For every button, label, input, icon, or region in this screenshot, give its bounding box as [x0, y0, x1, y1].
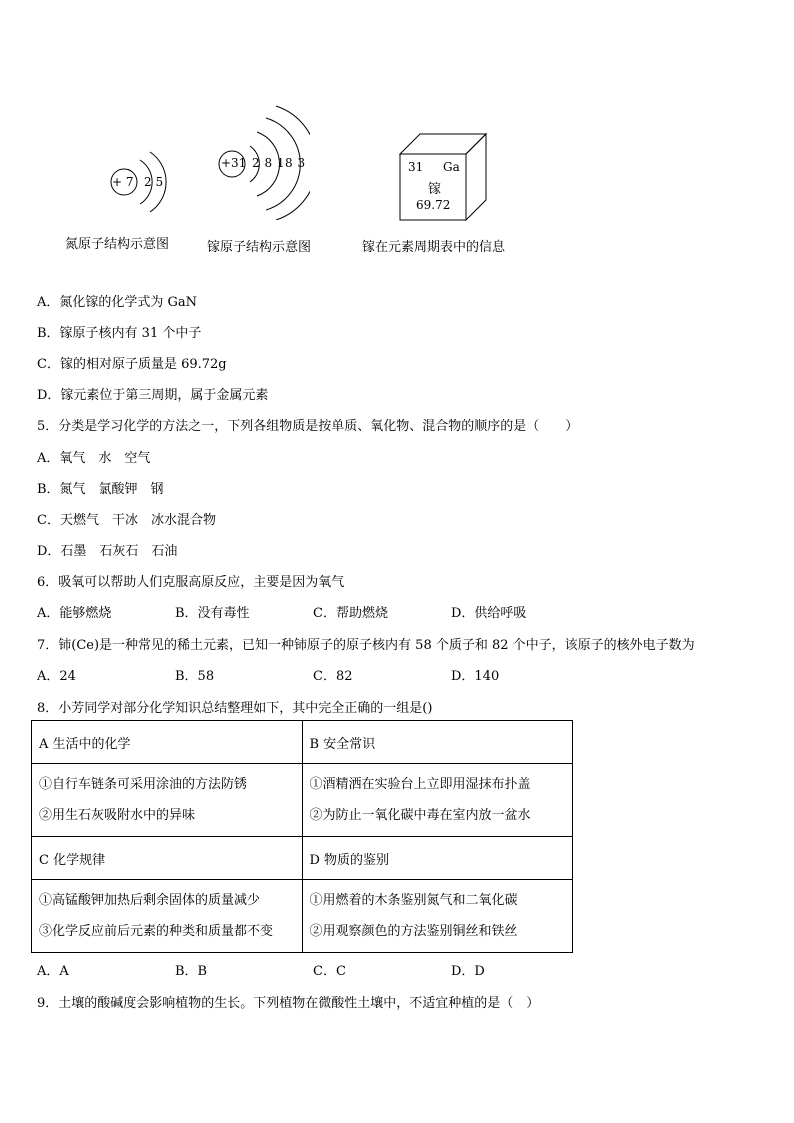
element-symbol: Ga [443, 160, 460, 174]
element-name: 镓 [428, 182, 442, 197]
table-b-item-1: ①酒精洒在实验台上立即用湿抹布扑盖 [309, 777, 531, 792]
q6-option-c: C．帮助燃烧 [313, 606, 388, 621]
q5-option-d: D．石墨 石灰石 石油 [37, 544, 178, 559]
q5-option-b: B．氮气 氯酸钾 钢 [37, 482, 164, 497]
q5-option-a: A．氧气 水 空气 [37, 451, 151, 466]
q8-option-d: D．D [451, 964, 485, 979]
table-d-item-1: ①用燃着的木条鉴别氮气和二氧化碳 [309, 893, 518, 908]
q4-option-d: D．镓元素位于第三周期，属于金属元素 [37, 388, 269, 403]
element-atomic-mass: 69.72 [416, 198, 451, 212]
table-head-a: A 生活中的化学 [32, 721, 303, 764]
nitrogen-nucleus-label: + 7 [112, 175, 134, 189]
q8-stem: 8．小芳同学对部分化学知识总结整理如下，其中完全正确的一组是() [37, 701, 433, 716]
element-card-side [466, 134, 486, 220]
q7-option-c: C．82 [313, 669, 353, 684]
table-head-b: B 安全常识 [302, 721, 573, 764]
table-c-item-1: ①高锰酸钾加热后剩余固体的质量减少 [39, 893, 261, 908]
q8-option-b: B．B [175, 964, 208, 979]
q6-option-a: A．能够燃烧 [37, 606, 112, 621]
gallium-caption: 镓原子结构示意图 [207, 240, 312, 255]
q4-option-c: C．镓的相对原子质量是 69.72g [37, 357, 227, 372]
q4-option-a: A．氮化镓的化学式为 GaN [37, 295, 198, 310]
table-cell-b [302, 764, 573, 837]
q8-summary-table [31, 720, 573, 953]
table-cell-a [32, 764, 303, 837]
q5-option-c: C．天燃气 干冰 冰水混合物 [37, 513, 216, 528]
gallium-nucleus-label: +31 [221, 156, 247, 170]
q6-option-b: B．没有毒性 [175, 606, 250, 621]
q7-option-d: D．140 [451, 669, 500, 684]
q4-option-b: B．镓原子核内有 31 个中子 [37, 326, 202, 341]
q9-stem: 9．土壤的酸碱度会影响植物的生长。下列植物在微酸性土壤中，不适宜种植的是（ ） [37, 996, 540, 1011]
element-card-caption: 镓在元素周期表中的信息 [362, 240, 506, 255]
nitrogen-caption: 氮原子结构示意图 [65, 237, 170, 252]
q7-stem: 7．铈(Ce)是一种常见的稀土元素，已知一种铈原子的原子核内有 58 个质子和 82 个中子，该原子的核外电子数为 [37, 638, 695, 653]
table-d-item-2: ②用观察颜色的方法鉴别铜丝和铁丝 [309, 924, 518, 939]
q8-option-c: C．C [313, 964, 346, 979]
element-atomic-number: 31 [408, 160, 424, 174]
table-a-item-2: ②用生石灰吸附水中的异味 [39, 808, 196, 823]
q6-option-d: D．供给呼吸 [451, 606, 527, 621]
table-a-item-1: ①自行车链条可采用涂油的方法防锈 [39, 777, 248, 792]
gallium-shells-label: 2 8 18 3 [252, 156, 306, 170]
table-c-item-2: ③化学反应前后元素的种类和质量都不变 [39, 924, 274, 939]
table-head-d: D 物质的鉴别 [302, 837, 573, 880]
q7-option-b: B．58 [175, 669, 215, 684]
q6-stem: 6．吸氧可以帮助人们克服高原反应，主要是因为氧气 [37, 575, 345, 590]
q7-option-a: A．24 [37, 669, 76, 684]
q5-stem: 5．分类是学习化学的方法之一，下列各组物质是按单质、氧化物、混合物的顺序的是（ ） [37, 419, 579, 434]
q8-option-a: A．A [37, 964, 69, 979]
element-card-top [400, 134, 486, 154]
table-cell-c [32, 880, 303, 953]
table-cell-d [302, 880, 573, 953]
table-b-item-2: ②为防止一氧化碳中毒在室内放一盆水 [309, 808, 531, 823]
table-head-c: C 化学规律 [32, 837, 303, 880]
nitrogen-shells-label: 2 5 [144, 175, 164, 189]
